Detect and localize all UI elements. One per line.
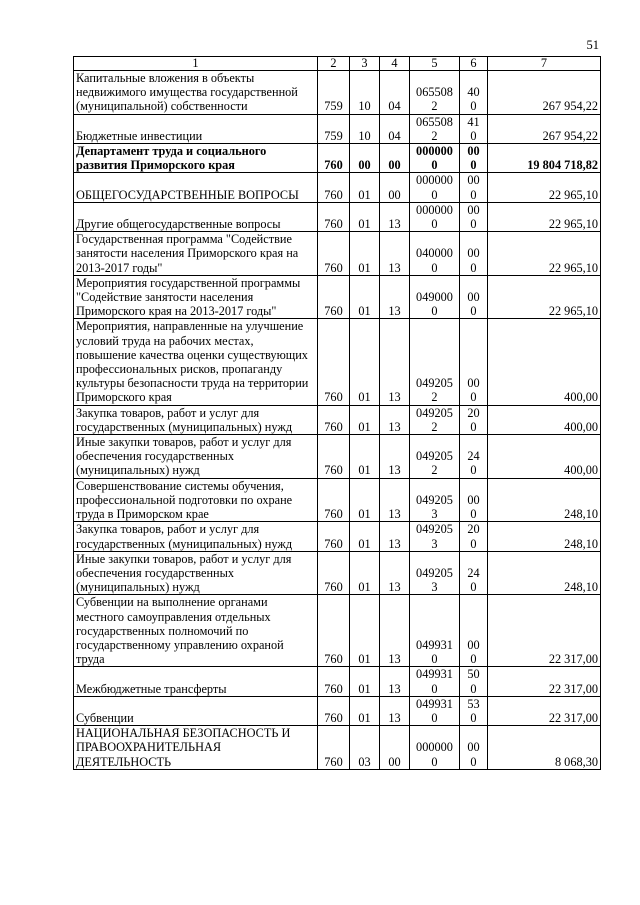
row-code-cell: 760 [318, 319, 350, 405]
row-code-cell: 13 [380, 232, 410, 276]
header-cell: 5 [410, 57, 460, 71]
row-vr-cell-bottom: 0 [470, 217, 477, 232]
header-cell: 4 [380, 57, 410, 71]
row-vr-cell-top: 40 [467, 85, 480, 100]
row-code-cell: 01 [350, 551, 380, 595]
row-code-cell: 03 [350, 726, 380, 770]
row-code-cell: 13 [380, 405, 410, 434]
row-code-cell: 13 [380, 696, 410, 725]
row-vr-cell-top: 24 [467, 565, 480, 580]
row-sum-cell: 248,10 [488, 551, 601, 595]
row-code-cell: 01 [350, 319, 380, 405]
table-row [74, 144, 601, 173]
row-csr-cell-top: 049205 [416, 492, 453, 507]
row-csr-cell-top: 000000 [416, 144, 453, 159]
row-vr-cell-bottom: 0 [470, 710, 477, 725]
row-name-cell: Иные закупки товаров, работ и услуг для обеспечения государственных (муниципальных) нужд [74, 551, 318, 595]
row-sum-cell: 400,00 [488, 435, 601, 479]
row-vr-cell [460, 522, 488, 551]
row-vr-cell-bottom: 0 [470, 158, 477, 173]
row-csr-cell-top: 065508 [416, 114, 453, 129]
row-csr-cell-bottom: 2 [431, 128, 438, 143]
row-vr-cell [460, 71, 488, 115]
row-sum-cell: 22 965,10 [488, 173, 601, 202]
row-vr-cell-bottom: 0 [470, 681, 477, 696]
row-code-cell: 760 [318, 173, 350, 202]
row-csr-cell-bottom: 0 [431, 187, 438, 202]
row-vr-cell [460, 595, 488, 667]
row-name-cell: Мероприятия, направленные на улучшение условий труда на рабочих местах, повышение качества оценки существующих профессиональных рисков, пропаганду культуры безопасности труда на территории Приморского края [74, 319, 318, 405]
row-vr-cell-bottom: 0 [470, 419, 477, 434]
row-code-cell: 13 [380, 667, 410, 696]
row-csr-cell-bottom: 0 [431, 260, 438, 275]
row-vr-cell-top: 00 [467, 202, 480, 217]
row-code-cell: 10 [350, 71, 380, 115]
row-sum-cell: 19 804 718,82 [488, 144, 601, 173]
row-csr-cell-bottom: 2 [431, 390, 438, 405]
row-csr-cell-top: 000000 [416, 173, 453, 188]
row-code-cell: 00 [380, 173, 410, 202]
row-code-cell: 01 [350, 595, 380, 667]
row-name-cell: Другие общегосударственные вопросы [74, 202, 318, 231]
row-vr-cell [460, 435, 488, 479]
table-row [74, 522, 601, 551]
table-row [74, 71, 601, 115]
row-name-cell: Субвенции [74, 696, 318, 725]
row-vr-cell-bottom: 0 [470, 390, 477, 405]
row-code-cell: 04 [380, 71, 410, 115]
row-vr-cell-bottom: 0 [470, 463, 477, 478]
row-vr-cell-top: 00 [467, 144, 480, 159]
row-name-cell: Закупка товаров, работ и услуг для государственных (муниципальных) нужд [74, 405, 318, 434]
row-code-cell: 04 [380, 114, 410, 143]
row-code-cell: 00 [350, 144, 380, 173]
row-vr-cell [460, 405, 488, 434]
row-code-cell: 13 [380, 319, 410, 405]
row-vr-cell-bottom: 0 [470, 304, 477, 319]
row-csr-cell-top: 000000 [416, 740, 453, 755]
row-vr-cell-top: 00 [467, 246, 480, 261]
row-vr-cell-top: 50 [467, 667, 480, 682]
row-name-cell: Капитальные вложения в объекты недвижимого имущества государственной (муниципальной) собственности [74, 71, 318, 115]
row-csr-cell-top: 049931 [416, 696, 453, 711]
row-sum-cell: 8 068,30 [488, 726, 601, 770]
table-row [74, 114, 601, 143]
table-row [74, 696, 601, 725]
row-sum-cell: 22 317,00 [488, 595, 601, 667]
row-csr-cell-top: 065508 [416, 85, 453, 100]
row-csr-cell-bottom: 0 [431, 710, 438, 725]
row-code-cell: 13 [380, 522, 410, 551]
row-name-cell: Закупка товаров, работ и услуг для государственных (муниципальных) нужд [74, 522, 318, 551]
row-code-cell: 760 [318, 275, 350, 319]
row-code-cell: 760 [318, 202, 350, 231]
row-code-cell: 760 [318, 726, 350, 770]
row-vr-cell [460, 173, 488, 202]
row-csr-cell [410, 522, 460, 551]
row-vr-cell-bottom: 0 [470, 536, 477, 551]
row-code-cell: 01 [350, 405, 380, 434]
row-csr-cell-bottom: 3 [431, 507, 438, 522]
row-name-cell: Департамент труда и социального развития Приморского края [74, 144, 318, 173]
row-vr-cell-bottom: 0 [470, 99, 477, 114]
row-sum-cell: 400,00 [488, 405, 601, 434]
row-name-cell: Мероприятия государственной программы "Содействие занятости населения Приморского края на 2013-2017 годы" [74, 275, 318, 319]
row-vr-cell-bottom: 0 [470, 652, 477, 667]
row-code-cell: 760 [318, 144, 350, 173]
row-name-cell: Межбюджетные трансферты [74, 667, 318, 696]
row-csr-cell [410, 726, 460, 770]
row-code-cell: 13 [380, 202, 410, 231]
row-csr-cell-bottom: 0 [431, 754, 438, 769]
row-csr-cell-bottom: 2 [431, 419, 438, 434]
row-vr-cell-top: 00 [467, 290, 480, 305]
row-csr-cell-bottom: 0 [431, 304, 438, 319]
row-code-cell: 760 [318, 232, 350, 276]
row-sum-cell: 267 954,22 [488, 71, 601, 115]
row-code-cell: 760 [318, 405, 350, 434]
row-csr-cell [410, 144, 460, 173]
row-code-cell: 760 [318, 478, 350, 522]
row-vr-cell [460, 478, 488, 522]
row-csr-cell-bottom: 2 [431, 99, 438, 114]
row-code-cell: 760 [318, 435, 350, 479]
row-csr-cell [410, 595, 460, 667]
table-row [74, 319, 601, 405]
row-vr-cell-bottom: 0 [470, 580, 477, 595]
table-row [74, 173, 601, 202]
row-csr-cell [410, 202, 460, 231]
row-code-cell: 13 [380, 551, 410, 595]
table-row [74, 595, 601, 667]
row-vr-cell-top: 00 [467, 376, 480, 391]
row-sum-cell: 22 317,00 [488, 667, 601, 696]
row-csr-cell-top: 049205 [416, 405, 453, 420]
row-csr-cell-top: 049205 [416, 376, 453, 391]
row-csr-cell-top: 049000 [416, 290, 453, 305]
row-vr-cell [460, 144, 488, 173]
row-csr-cell-bottom: 2 [431, 463, 438, 478]
row-code-cell: 760 [318, 595, 350, 667]
table-header-row [74, 57, 601, 71]
row-vr-cell [460, 114, 488, 143]
row-csr-cell [410, 71, 460, 115]
row-vr-cell-top: 20 [467, 405, 480, 420]
table-row [74, 726, 601, 770]
row-csr-cell-bottom: 0 [431, 217, 438, 232]
table-row [74, 405, 601, 434]
row-vr-cell [460, 232, 488, 276]
row-name-cell: Иные закупки товаров, работ и услуг для обеспечения государственных (муниципальных) нужд [74, 435, 318, 479]
row-vr-cell-top: 24 [467, 449, 480, 464]
budget-table [73, 56, 601, 770]
row-csr-cell-top: 049205 [416, 449, 453, 464]
page-number: 51 [586, 38, 599, 52]
row-code-cell: 01 [350, 478, 380, 522]
row-code-cell: 760 [318, 696, 350, 725]
row-code-cell: 13 [380, 275, 410, 319]
row-csr-cell [410, 173, 460, 202]
table-row [74, 202, 601, 231]
row-csr-cell [410, 551, 460, 595]
row-csr-cell-top: 000000 [416, 202, 453, 217]
row-sum-cell: 22 965,10 [488, 232, 601, 276]
table-row [74, 478, 601, 522]
row-vr-cell [460, 275, 488, 319]
table-row [74, 551, 601, 595]
row-csr-cell-top: 049931 [416, 667, 453, 682]
row-name-cell: Государственная программа "Содействие занятости населения Приморского края на 2013-2017 годы" [74, 232, 318, 276]
row-csr-cell-bottom: 3 [431, 536, 438, 551]
row-vr-cell [460, 667, 488, 696]
row-csr-cell-bottom: 0 [431, 652, 438, 667]
row-code-cell: 00 [380, 144, 410, 173]
row-code-cell: 13 [380, 435, 410, 479]
row-csr-cell [410, 405, 460, 434]
header-cell: 3 [350, 57, 380, 71]
row-code-cell: 01 [350, 173, 380, 202]
table-row [74, 275, 601, 319]
row-code-cell: 01 [350, 522, 380, 551]
header-cell: 1 [74, 57, 318, 71]
row-sum-cell: 22 317,00 [488, 696, 601, 725]
row-csr-cell-bottom: 3 [431, 580, 438, 595]
row-vr-cell-top: 53 [467, 696, 480, 711]
row-code-cell: 760 [318, 551, 350, 595]
row-sum-cell: 248,10 [488, 478, 601, 522]
row-name-cell: Совершенствование системы обучения, профессиональной подготовки по охране труда в Приморском крае [74, 478, 318, 522]
row-vr-cell-bottom: 0 [470, 187, 477, 202]
row-code-cell: 01 [350, 667, 380, 696]
row-code-cell: 00 [380, 726, 410, 770]
row-vr-cell [460, 202, 488, 231]
row-csr-cell [410, 696, 460, 725]
row-code-cell: 01 [350, 435, 380, 479]
header-cell: 7 [488, 57, 601, 71]
row-name-cell: Субвенции на выполнение органами местного самоуправления отдельных государственных полномочий по государственному управлению охраной труда [74, 595, 318, 667]
row-vr-cell [460, 696, 488, 725]
table-row [74, 232, 601, 276]
row-vr-cell [460, 319, 488, 405]
row-code-cell: 01 [350, 232, 380, 276]
row-sum-cell: 22 965,10 [488, 202, 601, 231]
row-vr-cell-top: 41 [467, 114, 480, 129]
row-vr-cell-top: 00 [467, 173, 480, 188]
row-vr-cell-top: 00 [467, 740, 480, 755]
row-code-cell: 10 [350, 114, 380, 143]
header-cell: 2 [318, 57, 350, 71]
row-vr-cell [460, 726, 488, 770]
row-sum-cell: 22 965,10 [488, 275, 601, 319]
row-csr-cell [410, 232, 460, 276]
row-csr-cell [410, 275, 460, 319]
row-csr-cell-bottom: 0 [431, 158, 438, 173]
header-cell: 6 [460, 57, 488, 71]
table-row [74, 667, 601, 696]
row-code-cell: 760 [318, 667, 350, 696]
row-name-cell: Бюджетные инвестиции [74, 114, 318, 143]
row-csr-cell-top: 040000 [416, 246, 453, 261]
row-code-cell: 01 [350, 202, 380, 231]
row-csr-cell-top: 049931 [416, 637, 453, 652]
row-code-cell: 759 [318, 114, 350, 143]
row-code-cell: 760 [318, 522, 350, 551]
row-csr-cell-top: 049205 [416, 565, 453, 580]
row-name-cell: ОБЩЕГОСУДАРСТВЕННЫЕ ВОПРОСЫ [74, 173, 318, 202]
row-vr-cell-top: 00 [467, 492, 480, 507]
row-sum-cell: 248,10 [488, 522, 601, 551]
row-vr-cell-bottom: 0 [470, 260, 477, 275]
row-code-cell: 13 [380, 478, 410, 522]
table-row [74, 435, 601, 479]
row-name-cell: НАЦИОНАЛЬНАЯ БЕЗОПАСНОСТЬ И ПРАВООХРАНИТЕЛЬНАЯ ДЕЯТЕЛЬНОСТЬ [74, 726, 318, 770]
row-csr-cell [410, 667, 460, 696]
row-vr-cell [460, 551, 488, 595]
row-vr-cell-bottom: 0 [470, 507, 477, 522]
row-csr-cell [410, 114, 460, 143]
row-sum-cell: 267 954,22 [488, 114, 601, 143]
row-vr-cell-bottom: 0 [470, 754, 477, 769]
row-csr-cell [410, 478, 460, 522]
row-code-cell: 01 [350, 275, 380, 319]
row-csr-cell-top: 049205 [416, 522, 453, 537]
row-csr-cell [410, 319, 460, 405]
row-vr-cell-top: 20 [467, 522, 480, 537]
row-csr-cell-bottom: 0 [431, 681, 438, 696]
row-vr-cell-top: 00 [467, 637, 480, 652]
row-code-cell: 759 [318, 71, 350, 115]
row-csr-cell [410, 435, 460, 479]
row-vr-cell-bottom: 0 [470, 128, 477, 143]
row-code-cell: 13 [380, 595, 410, 667]
row-sum-cell: 400,00 [488, 319, 601, 405]
row-code-cell: 01 [350, 696, 380, 725]
